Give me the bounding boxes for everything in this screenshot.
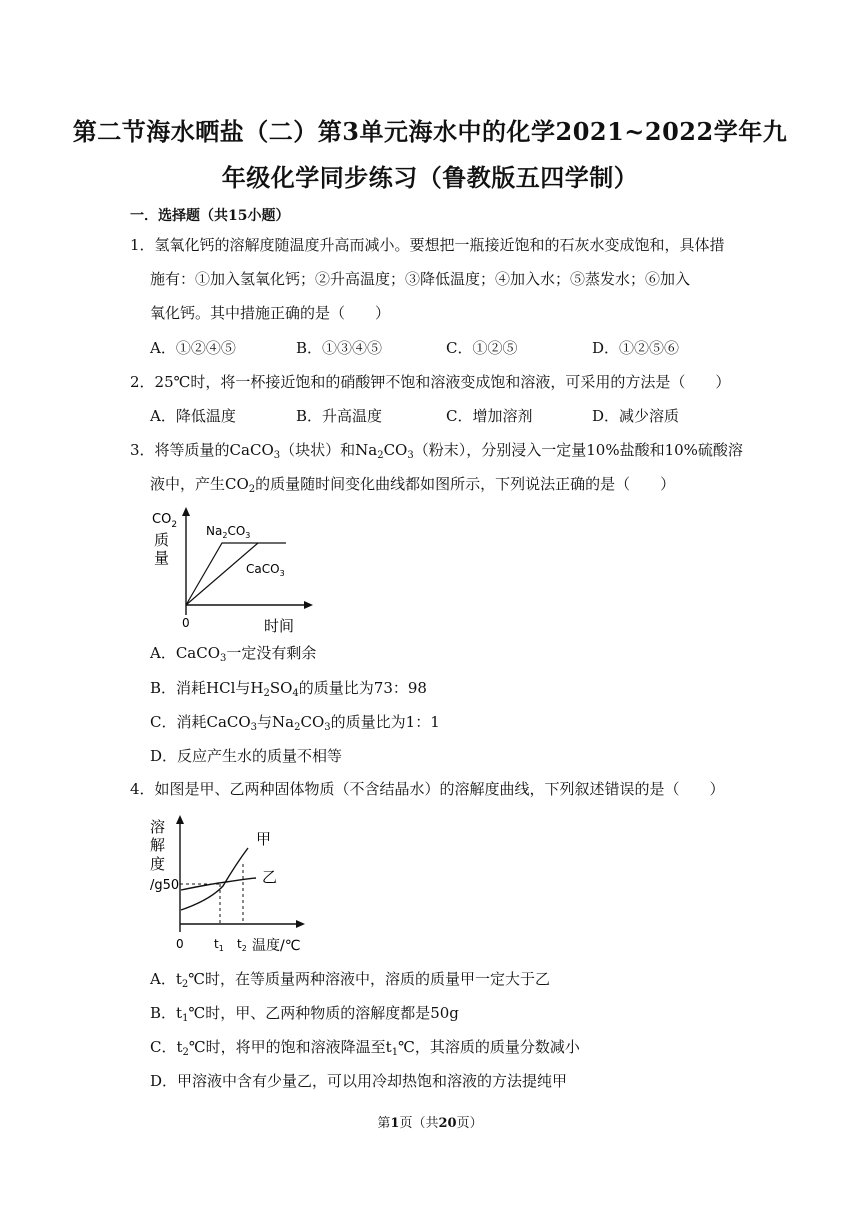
q4-stem: 4．如图是甲、乙两种固体物质（不含结晶水）的溶解度曲线，下列叙述错误的是（ ） bbox=[130, 780, 725, 798]
jia-label: 甲 bbox=[256, 830, 272, 848]
solubility-curve-graph bbox=[148, 812, 308, 961]
section-heading: 一．选择题（共15小题） bbox=[130, 208, 290, 224]
q4-option-c: C．$t_2℃$时，将甲的饱和溶液降温至$t_1℃$，其溶质的质量分数减小 bbox=[150, 1038, 580, 1058]
q4-option-d: D．甲溶液中含有少量乙，可以用冷却热饱和溶液的方法提纯甲 bbox=[150, 1072, 568, 1090]
t1-label: $t_1$ bbox=[214, 937, 224, 953]
y-label-char-3: 度 bbox=[150, 855, 166, 873]
q1-stem-line-3: 氧化钙。其中措施正确的是（ ） bbox=[150, 304, 391, 322]
q1-option-b: B．①③④⑤ bbox=[296, 339, 383, 357]
y-label-char-1: 溶 bbox=[150, 818, 166, 836]
caco3-label: CaCO$_3$ bbox=[246, 562, 285, 578]
jia-curve bbox=[181, 848, 248, 910]
q2-option-b: B．升高温度 bbox=[296, 407, 383, 425]
q2-option-a: A．降低温度 bbox=[150, 407, 236, 425]
q1-option-a: A．①②④⑤ bbox=[150, 339, 236, 357]
x-axis-arrow bbox=[304, 601, 313, 609]
y-axis-arrow bbox=[182, 507, 190, 516]
y-label-char-2: 解 bbox=[150, 836, 166, 854]
y-label-co2: $CO_2$ bbox=[152, 512, 178, 530]
page-title-line-2: 年级化学同步练习（鲁教版五四学制） bbox=[221, 163, 639, 192]
q2-option-c: C．增加溶剂 bbox=[446, 407, 533, 425]
y-label-unit: /g50 bbox=[150, 878, 180, 893]
co2-mass-time-graph bbox=[150, 505, 315, 639]
t2-label: $t_2$ bbox=[237, 937, 247, 953]
q1-option-d: D．①②⑤⑥ bbox=[592, 339, 680, 357]
q1-stem-line-1: 1．氢氧化钙的溶解度随温度升高而减小。要想把一瓶接近饱和的石灰水变成饱和，具体措 bbox=[130, 236, 725, 254]
y-label-char-2: 量 bbox=[154, 549, 170, 567]
page-title-line-1: 第二节海水晒盐（二）第3单元海水中的化学2021~2022学年九 bbox=[72, 117, 788, 146]
q3-option-b: B．消耗HCl与$H_2SO_4$的质量比为73：98 bbox=[150, 679, 427, 699]
na2co3-label: $Na_2CO_3$ bbox=[206, 524, 251, 540]
q3-stem-line-2: 液中，产生$CO_2$的质量随时间变化曲线都如图所示，下列说法正确的是（ ） bbox=[150, 475, 676, 495]
q3-option-c: C．消耗CaCO$_3$与$Na_2CO_3$的质量比为1：1 bbox=[150, 713, 440, 733]
q3-stem-line-1: 3．将等质量的CaCO$_3$（块状）和$Na_2CO_3$（粉末），分别浸入一定量10%盐酸和10%硫酸溶 bbox=[130, 441, 743, 461]
origin-label: 0 bbox=[176, 937, 184, 951]
x-label: 时间 bbox=[264, 617, 295, 635]
y-label-char-1: 质 bbox=[154, 531, 170, 549]
q1-stem-line-2: 施有：①加入氢氧化钙；②升高温度；③降低温度；④加入水；⑤蒸发水；⑥加入 bbox=[150, 270, 691, 288]
q2-option-d: D．减少溶质 bbox=[592, 407, 680, 425]
q2-stem: 2．25℃时，将一杯接近饱和的硝酸钾不饱和溶液变成饱和溶液，可采用的方法是（ ） bbox=[130, 373, 731, 391]
q3-option-d: D．反应产生水的质量不相等 bbox=[150, 747, 343, 765]
x-label: 温度/℃ bbox=[252, 938, 301, 954]
x-axis-arrow bbox=[296, 920, 305, 928]
q3-option-a: A．CaCO$_3$一定没有剩余 bbox=[150, 644, 317, 664]
yi-label: 乙 bbox=[262, 868, 278, 886]
q4-option-b: B．$t_1℃$时，甲、乙两种物质的溶解度都是50g bbox=[150, 1004, 459, 1024]
origin-label: 0 bbox=[182, 616, 190, 630]
q1-option-c: C．①②⑤ bbox=[446, 339, 518, 357]
y-axis-arrow bbox=[176, 815, 184, 824]
q4-option-a: A．$t_2℃$时，在等质量两种溶液中，溶质的质量甲一定大于乙 bbox=[150, 970, 551, 990]
page-footer: 第1页（共20页） bbox=[377, 1116, 483, 1131]
